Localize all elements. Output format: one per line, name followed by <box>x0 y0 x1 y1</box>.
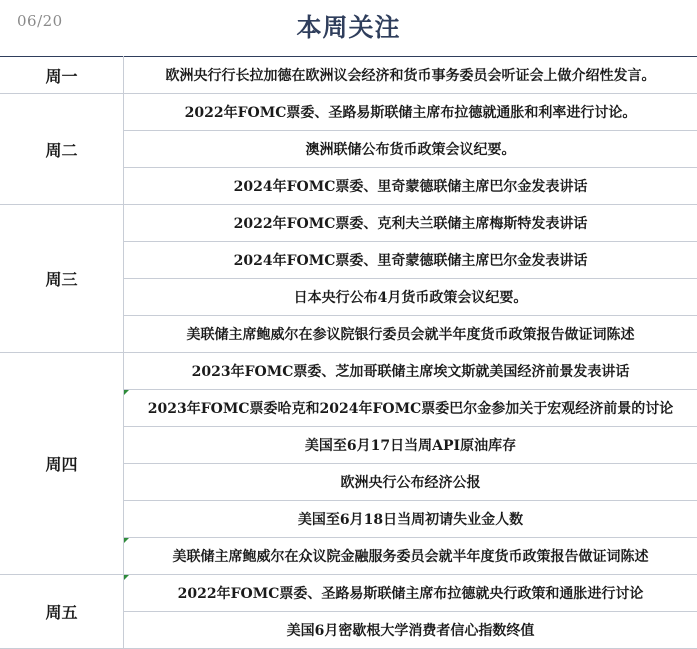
event-cell: 2024年FOMC票委、里奇蒙德联储主席巴尔金发表讲话 <box>124 168 697 205</box>
event-text: 2023年FOMC票委哈克和2024年FOMC票委巴尔金参加关于宏观经济前景的讨论 <box>148 401 673 417</box>
table-row <box>0 575 697 612</box>
page-title: 本周关注 <box>0 8 697 44</box>
event-cell <box>124 538 697 575</box>
day-cell-friday: 周五 <box>0 575 124 649</box>
event-text: 美联储主席鲍威尔在众议院金融服务委员会就半年度货币政策报告做证词陈述 <box>173 549 649 565</box>
event-cell <box>124 575 697 612</box>
date-label: 06/20 <box>17 12 63 30</box>
comment-marker-icon <box>124 390 129 395</box>
event-cell: 2023年FOMC票委、芝加哥联储主席埃文斯就美国经济前景发表讲话 <box>124 353 697 390</box>
event-cell: 欧洲央行行长拉加德在欧洲议会经济和货币事务委员会听证会上做介绍性发言。 <box>124 57 697 94</box>
event-cell: 2024年FOMC票委、里奇蒙德联储主席巴尔金发表讲话 <box>124 242 697 279</box>
day-cell-tuesday: 周二 <box>0 94 124 205</box>
table-row <box>0 57 697 94</box>
table-row <box>0 353 697 390</box>
event-cell: 澳洲联储公布货币政策会议纪要。 <box>124 131 697 168</box>
event-cell: 2022年FOMC票委、圣路易斯联储主席布拉德就通胀和利率进行讨论。 <box>124 94 697 131</box>
event-cell <box>124 390 697 427</box>
table-row <box>0 94 697 131</box>
day-cell-wednesday: 周三 <box>0 205 124 353</box>
event-cell: 美国至6月18日当周初请失业金人数 <box>124 501 697 538</box>
table-row <box>0 205 697 242</box>
page-header <box>0 0 697 56</box>
comment-marker-icon <box>124 575 129 580</box>
comment-marker-icon <box>124 538 129 543</box>
event-cell: 欧洲央行公布经济公报 <box>124 464 697 501</box>
event-cell: 美国6月密歇根大学消费者信心指数终值 <box>124 612 697 649</box>
day-cell-thursday: 周四 <box>0 353 124 575</box>
event-cell: 2022年FOMC票委、克利夫兰联储主席梅斯特发表讲话 <box>124 205 697 242</box>
event-cell: 日本央行公布4月货币政策会议纪要。 <box>124 279 697 316</box>
weekly-schedule-table <box>0 56 697 649</box>
event-cell: 美国至6月17日当周API原油库存 <box>124 427 697 464</box>
event-cell: 美联储主席鲍威尔在参议院银行委员会就半年度货币政策报告做证词陈述 <box>124 316 697 353</box>
day-cell-monday: 周一 <box>0 57 124 94</box>
event-text: 2022年FOMC票委、圣路易斯联储主席布拉德就央行政策和通胀进行讨论 <box>178 586 644 602</box>
